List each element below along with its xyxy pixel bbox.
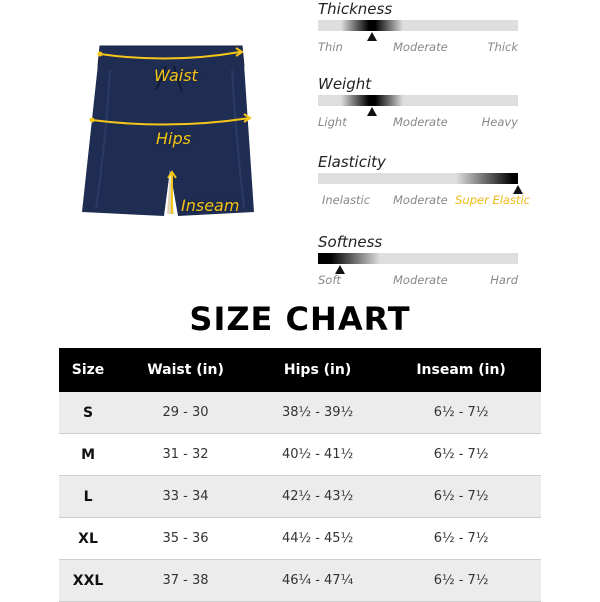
- table-header-row: [59, 348, 541, 392]
- scale-label-low: Inelastic: [322, 193, 371, 207]
- attribute-title: Thickness: [318, 0, 393, 18]
- cell-waist: 37 - 38: [117, 560, 254, 602]
- scale-indicator: [341, 20, 403, 31]
- scale-label-high: Super Elastic: [455, 193, 530, 207]
- scale-label-high: Heavy: [481, 115, 518, 129]
- table-row: [59, 518, 541, 560]
- cell-size: S: [59, 392, 117, 434]
- scale-indicator: [341, 95, 403, 106]
- elasticity-scale: [318, 153, 530, 209]
- cell-hips: 40½ - 41½: [254, 434, 381, 476]
- cell-size: XXL: [59, 560, 117, 602]
- scale-label-high: Thick: [487, 40, 518, 54]
- scale-label-low: Thin: [318, 40, 343, 54]
- cell-hips: 46¼ - 47¼: [254, 560, 381, 602]
- cell-inseam: 6½ - 7½: [381, 518, 541, 560]
- shorts-illustration: [70, 30, 270, 230]
- scale-label-mid: Moderate: [393, 273, 448, 287]
- table-row: [59, 434, 541, 476]
- scale-bar: [318, 253, 518, 264]
- cell-size: XL: [59, 518, 117, 560]
- softness-scale: [318, 233, 530, 289]
- header-size: Size: [59, 348, 117, 392]
- header-waist: Waist (in): [117, 348, 254, 392]
- scale-bar: [318, 173, 518, 184]
- cell-waist: 33 - 34: [117, 476, 254, 518]
- cell-waist: 29 - 30: [117, 392, 254, 434]
- cell-size: M: [59, 434, 117, 476]
- table-row: [59, 476, 541, 518]
- scale-label-mid: Moderate: [393, 115, 448, 129]
- cell-size: L: [59, 476, 117, 518]
- table-row: [59, 560, 541, 602]
- cell-hips: 38½ - 39½: [254, 392, 381, 434]
- scale-label-mid: Moderate: [393, 193, 448, 207]
- thickness-scale: [318, 0, 530, 56]
- scale-label-mid: Moderate: [393, 40, 448, 54]
- scale-indicator: [318, 253, 380, 264]
- size-chart-table: [59, 348, 541, 602]
- size-chart-title: SIZE CHART: [189, 300, 411, 338]
- cell-inseam: 6½ - 7½: [381, 392, 541, 434]
- cell-hips: 42½ - 43½: [254, 476, 381, 518]
- hips-label: Hips: [156, 129, 191, 148]
- table-row: [59, 392, 541, 434]
- cell-waist: 31 - 32: [117, 434, 254, 476]
- attribute-title: Elasticity: [318, 153, 386, 171]
- attribute-title: Weight: [318, 75, 372, 93]
- cell-inseam: 6½ - 7½: [381, 560, 541, 602]
- scale-label-low: Soft: [318, 273, 341, 287]
- header-inseam: Inseam (in): [381, 348, 541, 392]
- cell-inseam: 6½ - 7½: [381, 476, 541, 518]
- cell-inseam: 6½ - 7½: [381, 434, 541, 476]
- cell-waist: 35 - 36: [117, 518, 254, 560]
- waist-label: Waist: [154, 66, 198, 85]
- scale-label-high: Hard: [490, 273, 518, 287]
- inseam-label: Inseam: [181, 196, 240, 215]
- scale-indicator: [456, 173, 518, 184]
- header-hips: Hips (in): [254, 348, 381, 392]
- scale-bar: [318, 95, 518, 106]
- weight-scale: [318, 75, 530, 131]
- scale-label-low: Light: [318, 115, 347, 129]
- scale-bar: [318, 20, 518, 31]
- attribute-title: Softness: [318, 233, 383, 251]
- cell-hips: 44½ - 45½: [254, 518, 381, 560]
